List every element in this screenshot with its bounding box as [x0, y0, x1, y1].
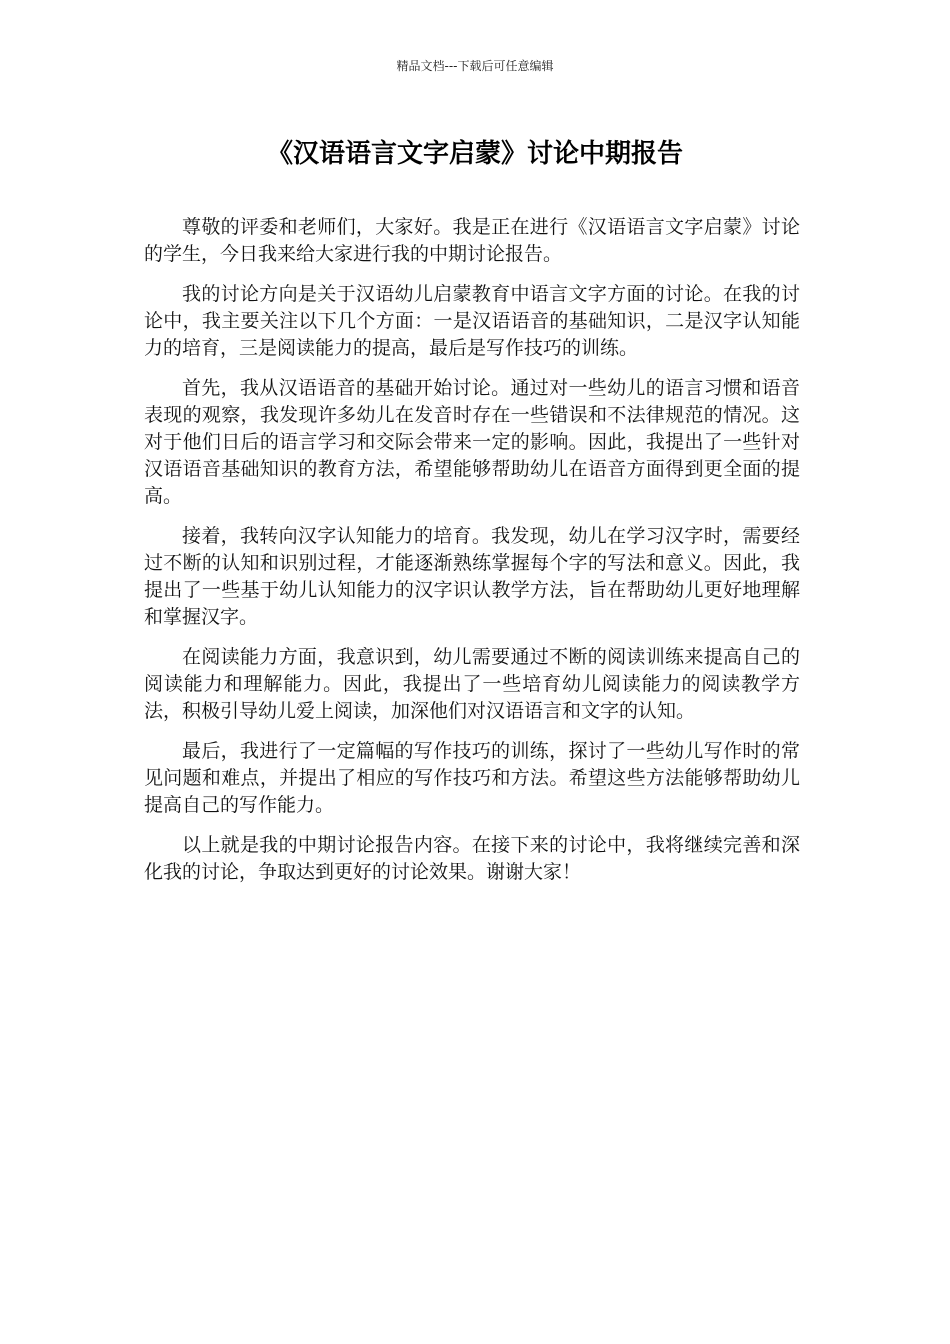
- document-title: 《汉语语言文字启蒙》讨论中期报告: [266, 139, 683, 169]
- paragraph-4: 接着，我转向汉字认知能力的培育。我发现，幼儿在学习汉字时，需要经过不断的认知和识别过程，才能逐渐熟练掌握每个字的写法和意义。因此，我提出了一些基于幼儿认知能力的汉字识认教学方法，旨在帮助幼儿更好地理解和掌握汉字。: [144, 525, 800, 628]
- paragraph-7: 以上就是我的中期讨论报告内容。在接下来的讨论中，我将继续完善和深化我的讨论，争取达到更好的讨论效果。谢谢大家！: [144, 834, 800, 883]
- paragraph-2: 我的讨论方向是关于汉语幼儿启蒙教育中语言文字方面的讨论。在我的讨论中，我主要关注以下几个方面：一是汉语语音的基础知识，二是汉字认知能力的培育，三是阅读能力的提高，最后是写作技巧的训练。: [144, 283, 800, 359]
- paragraph-6: 最后，我进行了一定篇幅的写作技巧的训练，探讨了一些幼儿写作时的常见问题和难点，并提出了相应的写作技巧和方法。希望这些方法能够帮助幼儿提高自己的写作能力。: [144, 740, 800, 816]
- page-header: 精品文档---下载后可任意编辑: [396, 59, 554, 73]
- paragraph-5: 在阅读能力方面，我意识到，幼儿需要通过不断的阅读训练来提高自己的阅读能力和理解能力。因此，我提出了一些培育幼儿阅读能力的阅读教学方法，积极引导幼儿爱上阅读，加深他们对汉语语言和文字的认知。: [144, 646, 800, 722]
- document-body: [144, 214, 800, 899]
- paragraph-3: 首先，我从汉语语音的基础开始讨论。通过对一些幼儿的语言习惯和语音表现的观察，我发现许多幼儿在发音时存在一些错误和不法律规范的情况。这对于他们日后的语言学习和交际会带来一定的影响。因此，我提出了一些针对汉语语音基础知识的教育方法，希望能够帮助幼儿在语音方面得到更全面的提高。: [144, 377, 800, 507]
- paragraph-1: 尊敬的评委和老师们，大家好。我是正在进行《汉语语言文字启蒙》讨论的学生，今日我来给大家进行我的中期讨论报告。: [144, 216, 800, 265]
